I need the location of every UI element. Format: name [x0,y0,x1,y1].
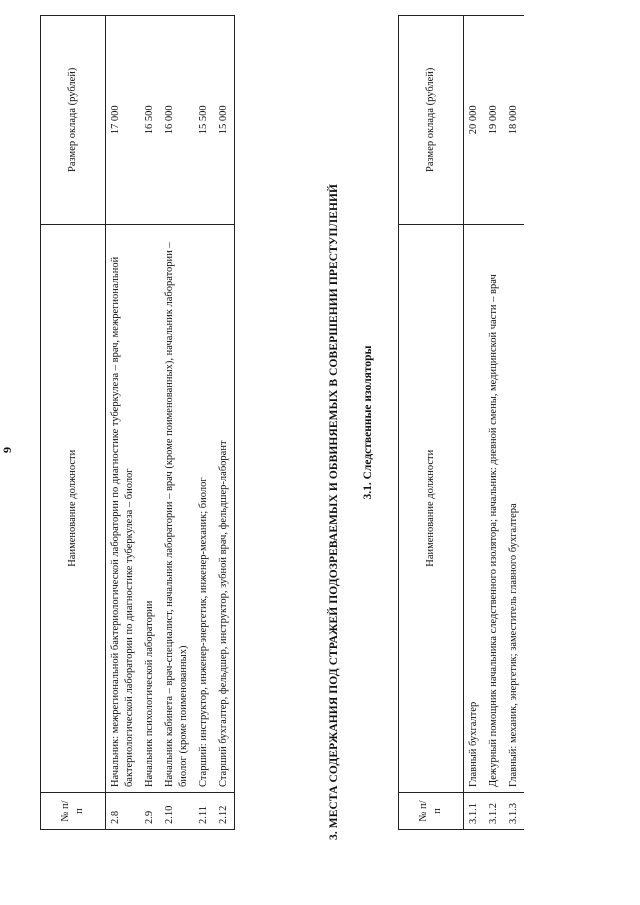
row-position-name: Главный бухгалтер [464,224,485,793]
row-salary: 16 000 [160,16,194,225]
header-number: № п/п [41,793,106,830]
row-salary: 19 000 [484,16,504,225]
row-position-name: Старший: инструктор, инженер-энергетик, инженер-механик; биолог [194,224,214,793]
header-position-name: Наименование должности [399,224,464,793]
table-row [504,16,524,830]
row-salary: 20 000 [464,16,485,225]
row-number: 3.1.3 [504,793,524,830]
row-number: 2.11 [194,793,214,830]
section-3-title: 3. МЕСТА СОДЕРЖАНИЯ ПОД СТРАЖЕЙ ПОДОЗРЕВАЕМЫХ И ОБВИНЯЕМЫХ В СОВЕРШЕНИИ ПРЕСТУПЛЕНИЙ [328,183,340,840]
row-salary: 15 000 [214,16,235,225]
page-number: 9 [0,447,14,453]
table-row [160,16,194,830]
row-position-name: Старший бухгалтер, фельдшер, инструктор, зубной врач, фельдшер-лаборант [214,224,235,793]
row-number: 2.8 [106,793,141,830]
table-header-row [399,16,464,830]
table-row [484,16,504,830]
table-row [464,16,485,830]
table-row [214,16,235,830]
header-salary: Размер оклада (рублей) [41,16,106,225]
row-salary: 17 000 [106,16,141,225]
row-salary: 16 500 [140,16,160,225]
row-number: 2.9 [140,793,160,830]
table-header-row [41,16,106,830]
row-position-name: Главный: механик, энергетик; заместитель главного бухгалтера [504,224,524,793]
salary-table-section-3-1 [398,15,524,830]
row-position-name: Начальник психологической лаборатории [140,224,160,793]
header-number: № п/п [399,793,464,830]
row-number: 3.1.2 [484,793,504,830]
salary-table-section-2 [40,15,235,830]
row-number: 2.10 [160,793,194,830]
section-3-1-subtitle: 3.1. Следственные изоляторы [362,345,374,500]
row-salary: 15 500 [194,16,214,225]
header-position-name: Наименование должности [41,224,106,793]
row-position-name: Начальник кабинета – врач-специалист, начальник лаборатории – врач (кроме поименованных), начальник лаборатории – биолог (кроме поименованных) [160,224,194,793]
header-salary: Размер оклада (рублей) [399,16,464,225]
table-row [194,16,214,830]
table-row [106,16,141,830]
row-salary: 18 000 [504,16,524,225]
row-number: 2.12 [214,793,235,830]
row-position-name: Дежурный помощник начальника следственного изолятора; начальник: дневной смены, медицинской части – врач [484,224,504,793]
row-number: 3.1.1 [464,793,485,830]
table-row [140,16,160,830]
row-position-name: Начальник: межрегиональной бактериологической лаборатории по диагностике туберкулеза – врач, межрегиональной бактериологической лаборатории по диагностике туберкулеза – биолог [106,224,141,793]
